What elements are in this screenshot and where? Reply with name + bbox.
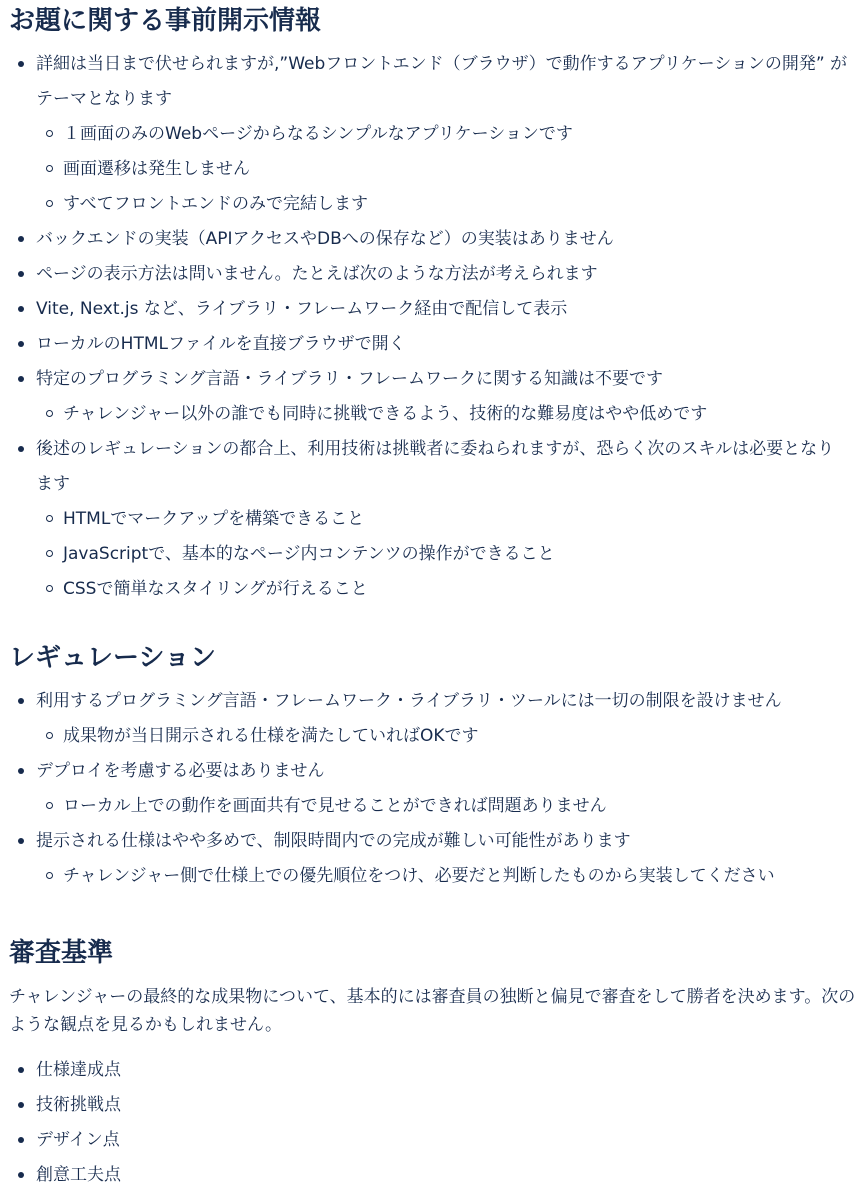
list-item (0, 824, 850, 894)
judging-paragraph: チャレンジャーの最終的な成果物について、基本的には審査員の独断と偏見で審査をして勝者を決めます。次のような観点を見るかもしれません。 (9, 987, 856, 1035)
sub-list-item-text: JavaScriptで、基本的なページ内コンテンツの操作ができること (63, 544, 555, 564)
sub-list-item (36, 719, 850, 754)
bullet-dot-icon (18, 838, 24, 844)
bullet-dot-icon (18, 306, 24, 312)
sub-list-item-text: １画面のみのWebページからなるシンプルなアプリケーションです (63, 124, 573, 144)
list-item (0, 362, 850, 432)
list-item-text: デザイン点 (36, 1130, 120, 1150)
section-heading: 審査基準 (9, 938, 114, 968)
sub-list-item (36, 397, 850, 432)
sub-list-item-text: ローカル上での動作を画面共有で見せることができれば問題ありません (63, 796, 607, 816)
sub-list-item (36, 117, 850, 152)
sub-list-item (36, 572, 850, 607)
bullet-dot-icon (18, 698, 24, 704)
sub-list-item-text: 画面遷移は発生しません (63, 159, 250, 179)
sub-list (36, 789, 850, 824)
bullet-dot-icon (18, 1067, 24, 1073)
sub-list (36, 859, 850, 894)
list-item-text: 仕様達成点 (36, 1060, 121, 1080)
list-item (0, 1053, 850, 1088)
list-item (0, 754, 850, 824)
list-item-text: デプロイを考慮する必要はありません (36, 761, 325, 781)
list-item-text: 提示される仕様はやや多めで、制限時間内での完成が難しい可能性があります (36, 831, 631, 851)
bullet-dot-icon (18, 446, 24, 452)
bullet-list (0, 684, 850, 894)
list-item-text: バックエンドの実装（APIアクセスやDBへの保存など）の実装はありません (36, 229, 614, 249)
bullet-dot-icon (18, 376, 24, 382)
list-item (0, 222, 850, 257)
bullet-ring-icon (46, 732, 53, 739)
bullet-ring-icon (46, 165, 53, 172)
bullet-ring-icon (46, 410, 53, 417)
bullet-ring-icon (46, 802, 53, 809)
bullet-dot-icon (18, 768, 24, 774)
bullet-dot-icon (18, 61, 24, 67)
list-item-text: 創意工夫点 (36, 1165, 121, 1185)
sub-list-item-text: すべてフロントエンドのみで完結します (63, 194, 368, 214)
sub-list-item-text: HTMLでマークアップを構築できること (63, 509, 365, 529)
sub-list (36, 719, 850, 754)
sub-list-item (36, 789, 850, 824)
list-item (0, 327, 850, 362)
bullet-ring-icon (46, 200, 53, 207)
section-heading: レギュレーション (9, 643, 216, 673)
sub-list-item (36, 187, 850, 222)
list-item (0, 1088, 850, 1123)
bullet-dot-icon (18, 236, 24, 242)
list-item-text: 後述のレギュレーションの都合上、利用技術は挑戦者に委ねられますが、恐らく次のスキルは必要となります (36, 439, 835, 494)
list-item-text: ページの表示方法は問いません。たとえば次のような方法が考えられます (36, 264, 598, 284)
section-heading: お題に関する事前開示情報 (9, 6, 322, 36)
list-item-text: 技術挑戦点 (36, 1095, 121, 1115)
bullet-ring-icon (46, 515, 53, 522)
bullet-dot-icon (18, 1172, 24, 1178)
sub-list-item (36, 152, 850, 187)
list-item (0, 257, 850, 292)
sub-list-item-text: 成果物が当日開示される仕様を満たしていればOKです (63, 726, 479, 746)
sub-list-item (36, 502, 850, 537)
sub-list-item (36, 859, 850, 894)
bullet-ring-icon (46, 585, 53, 592)
bullet-ring-icon (46, 872, 53, 879)
bullet-ring-icon (46, 550, 53, 557)
sub-list (36, 117, 850, 222)
list-item-text: ローカルのHTMLファイルを直接ブラウザで開く (36, 334, 406, 354)
list-item-text: Vite, Next.js など、ライブラリ・フレームワーク経由で配信して表示 (36, 299, 568, 319)
list-item (0, 1123, 850, 1158)
sub-list-item (36, 537, 850, 572)
sub-list (36, 397, 850, 432)
list-item-text: 詳細は当日まで伏せられますが,”Webフロントエンド（ブラウザ）で動作するアプリケーションの開発” がテーマとなります (36, 54, 848, 109)
list-item (0, 47, 850, 222)
list-item (0, 292, 850, 327)
sub-list-item-text: チャレンジャー以外の誰でも同時に挑戦できるよう、技術的な難易度はやや低めです (63, 404, 708, 424)
list-item (0, 684, 850, 754)
bullet-ring-icon (46, 130, 53, 137)
bullet-dot-icon (18, 1102, 24, 1108)
bullet-list (0, 1053, 850, 1193)
list-item-text: 特定のプログラミング言語・ライブラリ・フレームワークに関する知識は不要です (36, 369, 663, 389)
list-item-text: 利用するプログラミング言語・フレームワーク・ライブラリ・ツールには一切の制限を設けません (36, 691, 782, 711)
list-item (0, 432, 850, 607)
sub-list-item-text: チャレンジャー側で仕様上での優先順位をつけ、必要だと判断したものから実装してください (63, 866, 775, 886)
bullet-dot-icon (18, 1137, 24, 1143)
bullet-dot-icon (18, 341, 24, 347)
sub-list (36, 502, 850, 607)
bullet-list (0, 47, 850, 607)
bullet-dot-icon (18, 271, 24, 277)
sub-list-item-text: CSSで簡単なスタイリングが行えること (63, 579, 368, 599)
list-item (0, 1158, 850, 1193)
